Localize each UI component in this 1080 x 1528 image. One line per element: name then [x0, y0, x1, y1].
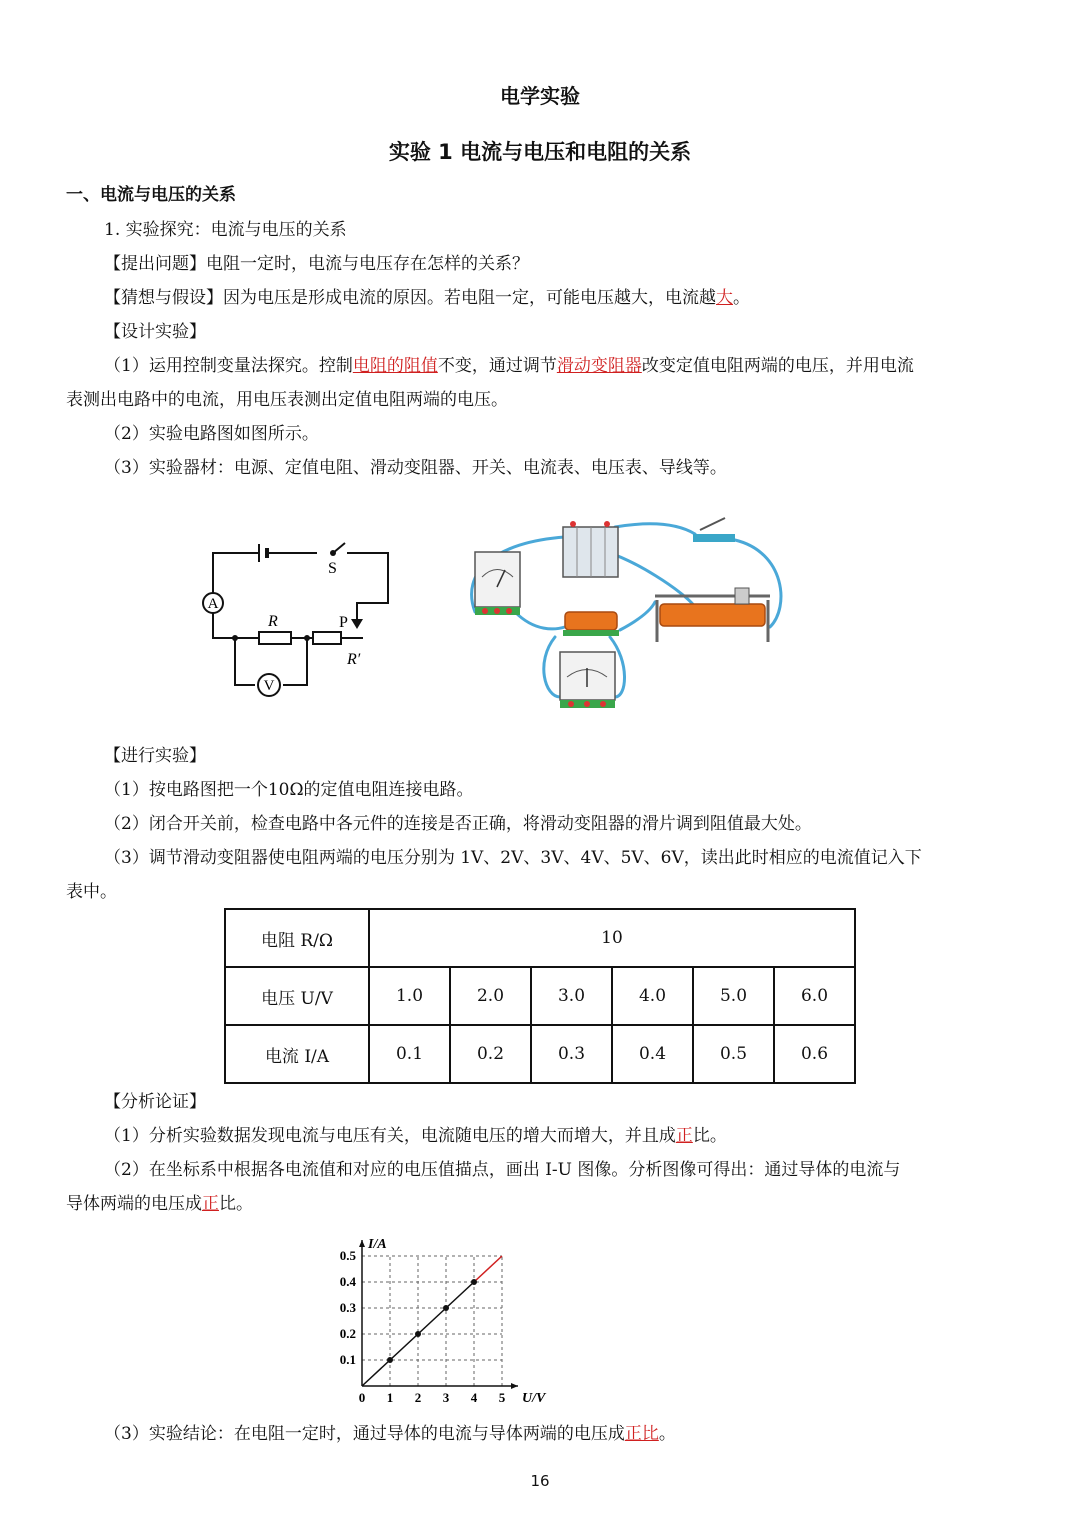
answer-blank: 正比: [624, 1424, 659, 1444]
analysis-2: （2）在坐标系中根据各电流值和对应的电压值描点，画出 I-U 图像。分析图像可得出：通过导体的电流与: [104, 1160, 901, 1180]
y-tick-label: 0.1: [339, 1352, 356, 1367]
table-cell: 0.6: [774, 1025, 855, 1083]
conclusion-text: （3）实验结论：在电阻一定时，通过导体的电流与导体两端的电压成: [104, 1424, 625, 1444]
page-number: 16: [530, 1472, 550, 1490]
table-cell: 0.3: [531, 1025, 612, 1083]
design-line-3: （3）实验器材：电源、定值电阻、滑动变阻器、开关、电流表、电压表、导线等。: [104, 458, 727, 478]
y-tick-label: 0.3: [339, 1300, 356, 1315]
table-cell: 4.0: [612, 967, 693, 1025]
analysis-text: 比。: [692, 1126, 727, 1146]
procedure-label: 【进行实验】: [104, 746, 206, 766]
experiment-title: 实验 1 电流与电压和电阻的关系: [388, 140, 692, 164]
question-text: 电阻一定时，电流与电压存在怎样的关系？: [206, 254, 529, 274]
table-cell: 1.0: [369, 967, 450, 1025]
analysis-text: （1）分析实验数据发现电流与电压有关，电流随电压的增大而增大，并且成: [104, 1126, 676, 1146]
y-axis-label: I/A: [368, 1237, 387, 1252]
design-text: 不变，通过调节: [437, 356, 557, 376]
analysis-label: 【分析论证】: [104, 1092, 206, 1112]
data-table: [224, 908, 856, 1084]
data-point: [387, 1357, 393, 1363]
table-cell: 6.0: [774, 967, 855, 1025]
data-point: [471, 1279, 477, 1285]
x-tick-label: 4: [470, 1390, 478, 1405]
table-cell: 2.0: [450, 967, 531, 1025]
hypothesis-line: [104, 287, 1054, 309]
x-axis-arrow: [511, 1383, 518, 1389]
x-tick-label: 5: [498, 1390, 506, 1405]
answer-blank: 电阻的阻值: [352, 356, 438, 376]
answer-blank: 大: [716, 288, 733, 308]
conclusion-text: 。: [658, 1424, 676, 1444]
procedure-2: （2）闭合开关前，检查电路中各元件的连接是否正确，将滑动变阻器的滑片调到阻值最大处。: [104, 814, 812, 834]
data-point: [415, 1331, 421, 1337]
design-text: （1）运用控制变量法探究。控制: [104, 356, 353, 376]
analysis-1: [104, 1125, 1054, 1147]
resistor-label: R: [268, 613, 278, 630]
design-line-1-cont: 表测出电路中的电流，用电压表测出定值电阻两端的电压。: [66, 390, 508, 410]
table-cell: 10: [369, 909, 855, 967]
iu-graph: [326, 1228, 556, 1406]
table-row: [225, 909, 855, 967]
table-cell: 0.5: [693, 1025, 774, 1083]
answer-blank: 正: [675, 1126, 693, 1146]
design-text: 改变定值电阻两端的电压，并用电流: [641, 356, 914, 376]
answer-blank: 正: [202, 1194, 219, 1214]
x-axis-label: U/V: [522, 1391, 546, 1406]
hypothesis-label: 【猜想与假设】: [104, 288, 223, 308]
table-row: [225, 1025, 855, 1083]
row-header: 电阻 R/Ω: [225, 909, 369, 967]
y-tick-label: 0.4: [339, 1274, 356, 1289]
analysis-text: 导体两端的电压成: [66, 1194, 202, 1214]
ammeter-label: A: [207, 596, 219, 612]
circuit-diagram: [195, 535, 405, 705]
table-row: [225, 967, 855, 1025]
apparatus-illustration: [455, 512, 795, 730]
item-heading: 1. 实验探究：电流与电压的关系: [104, 220, 347, 240]
x-tick-label: 3: [442, 1390, 450, 1405]
table-cell: 0.1: [369, 1025, 450, 1083]
rheostat-label: R′: [347, 651, 361, 668]
question-label: 【提出问题】: [104, 254, 206, 274]
design-line-2: （2）实验电路图如图所示。: [104, 424, 319, 444]
y-tick-label: 0.5: [339, 1248, 356, 1263]
row-header: 电流 I/A: [225, 1025, 369, 1083]
switch-label: S: [328, 560, 337, 577]
y-axis-arrow: [359, 1240, 365, 1247]
section-heading: 一、电流与电压的关系: [66, 185, 236, 205]
procedure-3: （3）调节滑动变阻器使电阻两端的电压分别为 1V、2V、3V、4V、5V、6V，读出此时相应的电流值记入下: [104, 848, 922, 868]
table-cell: 3.0: [531, 967, 612, 1025]
y-tick-label: 0.2: [339, 1326, 356, 1341]
slider-label: P: [339, 614, 348, 631]
conclusion-line: [104, 1423, 1054, 1445]
x-tick-label: 0: [358, 1390, 366, 1405]
design-line-1: [104, 355, 1054, 377]
data-point: [443, 1305, 449, 1311]
row-header: 电压 U/V: [225, 967, 369, 1025]
answer-blank: 滑动变阻器: [556, 356, 642, 376]
hypothesis-text: 因为电压是形成电流的原因。若电阻一定，可能电压越大，电流越: [223, 288, 716, 308]
analysis-2-cont: [66, 1193, 1016, 1215]
procedure-3-cont: 表中。: [66, 882, 117, 902]
design-label: 【设计实验】: [104, 322, 206, 342]
voltmeter-label: V: [263, 678, 275, 694]
table-cell: 5.0: [693, 967, 774, 1025]
x-tick-label: 1: [386, 1390, 394, 1405]
analysis-text: 比。: [219, 1194, 253, 1214]
procedure-1: （1）按电路图把一个10Ω的定值电阻连接电路。: [104, 780, 474, 800]
table-cell: 0.4: [612, 1025, 693, 1083]
table-cell: 0.2: [450, 1025, 531, 1083]
period: 。: [733, 288, 750, 308]
question-line: [104, 253, 1054, 275]
series-line-extension: [474, 1256, 502, 1282]
page-title: 电学实验: [500, 84, 580, 108]
x-tick-label: 2: [414, 1390, 422, 1405]
